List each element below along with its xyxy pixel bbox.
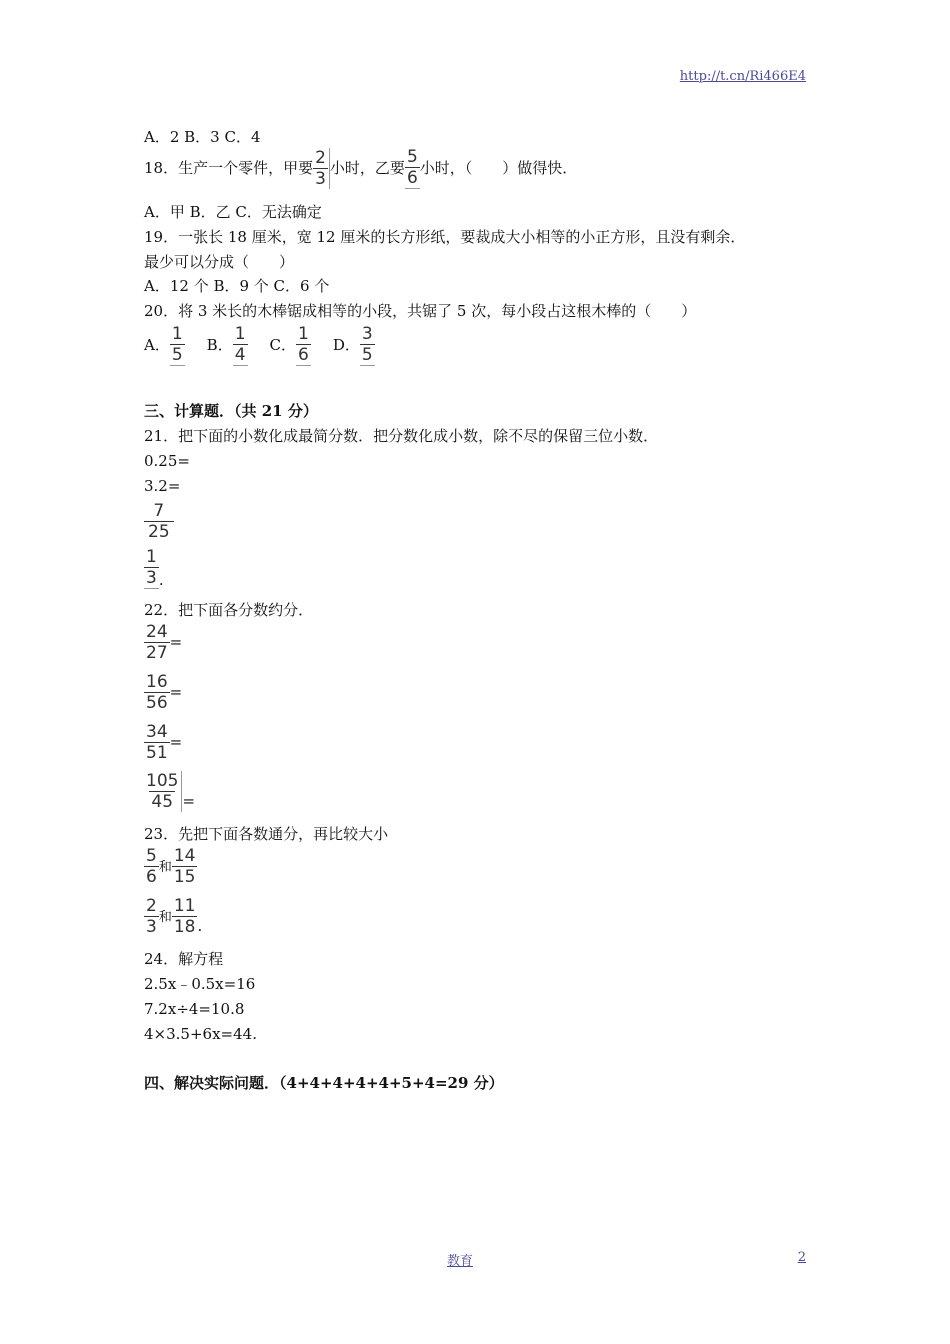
q20-option-b-fraction: $\frac{1}{4}$	[234, 324, 246, 365]
q21-fraction-2-block: $\frac{1}{3}$ .	[146, 547, 164, 589]
q23-pair-1-fraction-b: $\frac{14}{15}$	[173, 846, 196, 887]
q24-equation-3: 4×3.5+6x=44.	[144, 1025, 257, 1043]
q20-option-c-label: C．	[269, 336, 297, 354]
q22-item-2: $\frac{16}{56}$ =	[146, 672, 183, 713]
section3-title: 三、计算题．（共 21 分）	[144, 402, 318, 420]
q18-question	[144, 146, 577, 190]
q22-item-4: $\frac{105}{45}$ =	[146, 771, 196, 812]
q20-options	[144, 323, 375, 367]
q24-equation-2: 7.2x÷4=10.8	[144, 1000, 245, 1018]
q23-pair-2-fraction-b: $\frac{11}{18}$	[173, 896, 196, 937]
q18-fraction-1: $\frac{2}{3}$	[313, 148, 330, 189]
header-url-link[interactable]: http://t.cn/Ri466E4	[679, 69, 806, 84]
footer-link[interactable]: 教育	[447, 1254, 474, 1269]
q21-fraction-1-block	[144, 501, 174, 542]
q22-fraction-2: $\frac{16}{56}$	[146, 672, 168, 713]
q23-question: 23．先把下面各数通分，再比较大小	[144, 825, 389, 843]
q20-option-a-label: A．	[144, 336, 170, 354]
q22-question: 22．把下面各分数约分．	[144, 601, 314, 619]
q20-option-a-fraction: $\frac{1}{5}$	[171, 324, 183, 365]
q22-fraction-3: $\frac{34}{51}$	[146, 722, 168, 763]
q21-expr-2: 3.2=	[144, 477, 181, 495]
q23-pair-1: $\frac{5}{6}$ 和 $\frac{14}{15}$	[146, 846, 196, 887]
q21-expr-1: 0.25=	[144, 452, 190, 470]
q17-options: A．2 B．3 C．4	[144, 128, 261, 146]
q18-fraction-2: $\frac{5}{6}$	[406, 147, 418, 188]
q23-pair-1-fraction-a: $\frac{5}{6}$	[146, 846, 157, 887]
q22-fraction-1: $\frac{24}{27}$	[146, 622, 168, 663]
q20-option-c-fraction: $\frac{1}{6}$	[298, 324, 309, 365]
q18-suffix: 小时，（ ）做得快．	[419, 159, 578, 177]
q18-prefix: 18．生产一个零件，甲要	[144, 159, 314, 177]
q20-option-b-label: B．	[206, 336, 233, 354]
q19-options: A．12 个 B．9 个 C．6 个	[144, 277, 330, 295]
q21-fraction-2: $\frac{1}{3}$	[146, 547, 157, 588]
q19-line2: 最少可以分成（ ）	[144, 253, 295, 271]
q19-line1: 19．一张长 18 厘米，宽 12 厘米的长方形纸，要裁成大小相等的小正方形，且没有剩余．	[144, 228, 746, 246]
q24-equation-1: 2.5x﹣0.5x=16	[144, 975, 256, 993]
q23-pair-2-fraction-a: $\frac{2}{3}$	[146, 896, 157, 937]
q22-fraction-4: $\frac{105}{45}$	[144, 771, 182, 812]
section4-title: 四、解决实际问题．（4+4+4+4+4+5+4=29 分）	[144, 1074, 504, 1092]
q22-item-3: $\frac{34}{51}$ =	[146, 722, 183, 763]
q21-fraction-1: $\frac{7}{25}$	[144, 501, 174, 542]
q21-question: 21．把下面的小数化成最简分数．把分数化成小数，除不尽的保留三位小数．	[144, 427, 659, 445]
footer-page-number[interactable]: 2	[797, 1250, 806, 1265]
q18-options: A．甲 B．乙 C．无法确定	[144, 203, 322, 221]
q20-option-d-fraction: $\frac{3}{5}$	[361, 324, 373, 365]
q20-question: 20．将 3 米长的木棒锯成相等的小段，共锯了 5 次，每小段占这根木棒的（ ）	[144, 302, 697, 320]
q24-question: 24．解方程	[144, 950, 224, 968]
q18-mid: 小时，乙要	[329, 159, 405, 177]
q23-pair-2: $\frac{2}{3}$ 和 $\frac{11}{18}$ .	[146, 896, 203, 937]
q22-item-1: $\frac{24}{27}$ =	[146, 622, 183, 663]
q20-option-d-label: D．	[332, 336, 360, 354]
